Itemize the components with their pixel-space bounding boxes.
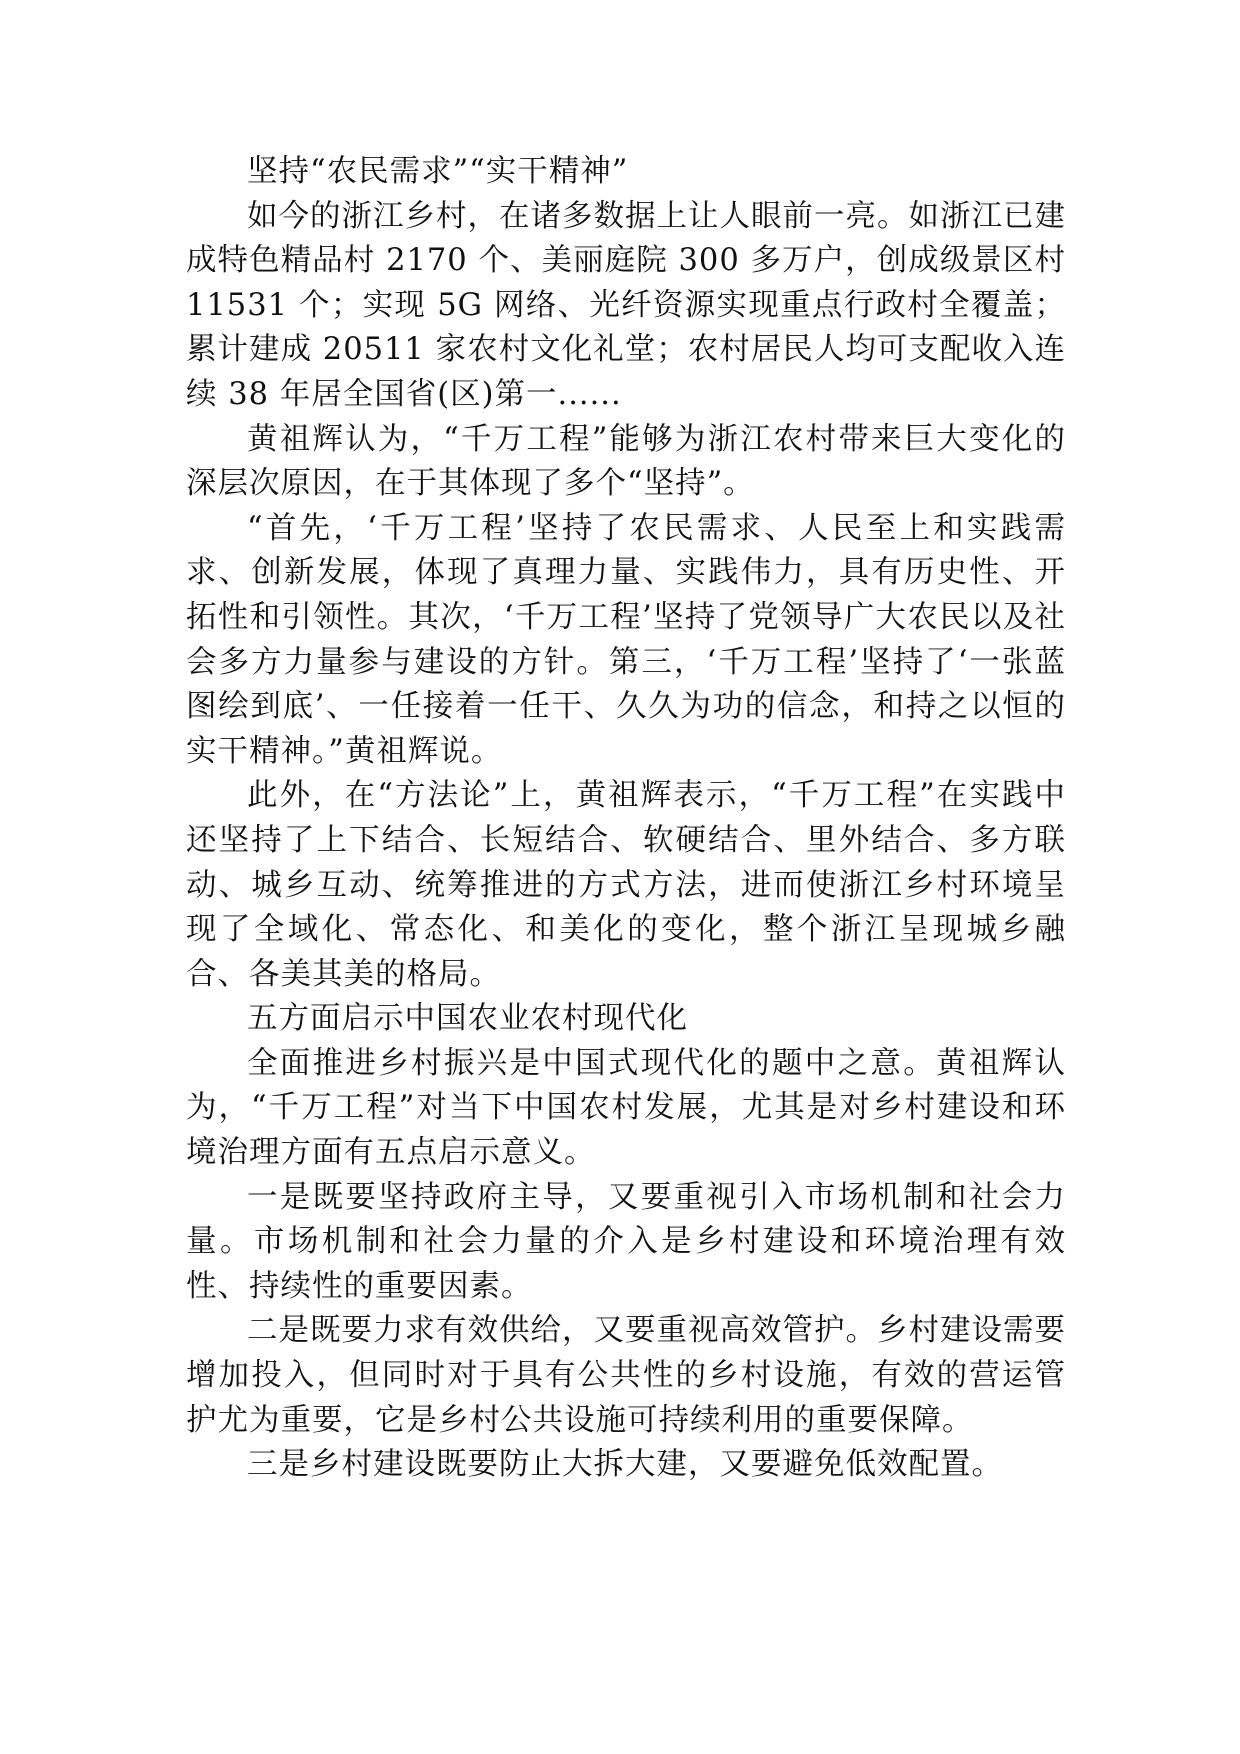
article-body bbox=[186, 150, 1066, 1488]
body-paragraph: 此外，在“方法论”上，黄祖辉表示，“千万工程”在实践中还坚持了上下结合、长短结合、软硬结合、里外结合、多方联动、城乡互动、统筹推进的方式方法，进而使浙江乡村环境呈现了全域化、常态化、和美化的变化，整个浙江呈现城乡融合、各美其美的格局。 bbox=[186, 778, 1066, 992]
section-heading: 坚持“农民需求”“实干精神” bbox=[247, 154, 629, 189]
body-paragraph: 全面推进乡村振兴是中国式现代化的题中之意。黄祖辉认为，“千万工程”对当下中国农村发展，尤其是对乡村建设和环境治理方面有五点启示意义。 bbox=[186, 1045, 1066, 1171]
body-paragraph: “首先，‘千万工程’坚持了农民需求、人民至上和实践需求、创新发展，体现了真理力量、实践伟力，具有历史性、开拓性和引领性。其次，‘千万工程’坚持了党领导广大农民以及社会多方力量参与建设的方针。第三，‘千万工程’坚持了‘一张蓝图绘到底’、一任接着一任干、久久为功的信念，和持之以恒的实干精神。”黄祖辉说。 bbox=[186, 510, 1066, 769]
body-paragraph: 二是既要力求有效供给，又要重视高效管护。乡村建设需要增加投入，但同时对于具有公共性的乡村设施，有效的营运管护尤为重要，它是乡村公共设施可持续利用的重要保障。 bbox=[186, 1313, 1066, 1438]
body-paragraph: 一是既要坚持政府主导，又要重视引入市场机制和社会力量。市场机制和社会力量的介入是乡村建设和环境治理有效性、持续性的重要因素。 bbox=[186, 1179, 1066, 1304]
body-paragraph: 三是乡村建设既要防止大拆大建，又要避免低效配置。 bbox=[247, 1447, 1003, 1483]
body-paragraph: 如今的浙江乡村，在诸多数据上让人眼前一亮。如浙江已建成特色精品村 2170 个、美丽庭院 300 多万户，创成级景区村 11531 个；实现 5G 网络、光纤资源实现重点行政村全覆盖；累计建成 20511 家农村文化礼堂；农村居民人均可支配收入连续 38 年居全国省(区)第一...... bbox=[186, 198, 1066, 412]
section-heading: 五方面启示中国农业农村现代化 bbox=[247, 1001, 688, 1037]
body-paragraph: 黄祖辉认为，“千万工程”能够为浙江农村带来巨大变化的深层次原因，在于其体现了多个“坚持”。 bbox=[186, 421, 1066, 502]
